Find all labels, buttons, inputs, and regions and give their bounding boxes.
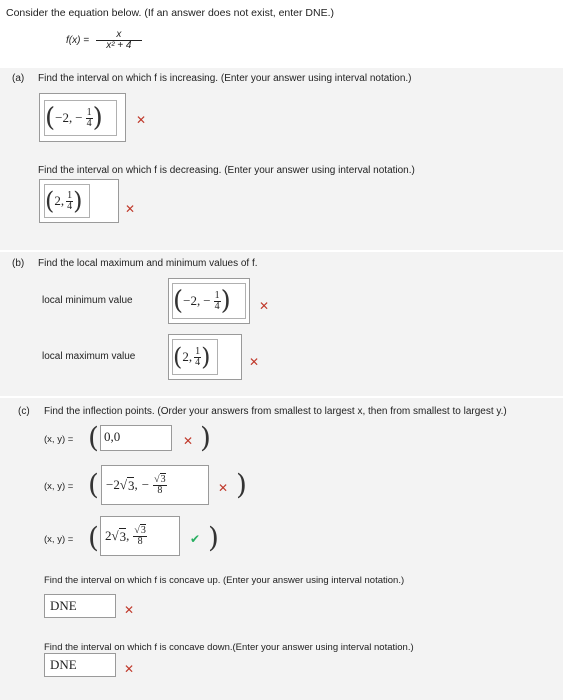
close-paren-1: ) bbox=[200, 421, 211, 454]
wrong-icon: ✕ bbox=[124, 662, 135, 676]
xy-label-1: (x, y) = bbox=[44, 434, 74, 445]
section-b bbox=[0, 252, 563, 396]
question-inflection: Find the inflection points. (Order your answers from smallest to largest x, then from smallest to largest y.) bbox=[44, 406, 507, 417]
answer-decreasing-value: ( 2, $\frac{1}{4}$ ) bbox=[45, 187, 83, 215]
open-paren-2: ( bbox=[88, 468, 99, 501]
local-max-label: local maximum value bbox=[42, 351, 136, 362]
function-denominator: x² + 4 bbox=[106, 40, 132, 51]
wrong-icon: ✕ bbox=[259, 299, 270, 313]
close-paren-2: ) bbox=[236, 468, 247, 501]
function-numerator: x bbox=[96, 30, 142, 41]
part-b-label: (b) bbox=[12, 258, 25, 269]
local-min-label: local minimum value bbox=[42, 295, 133, 306]
question-concave-up: Find the interval on which f is concave up. (Enter your answer using interval notation.) bbox=[44, 575, 405, 586]
xy-label-3: (x, y) = bbox=[44, 534, 74, 545]
answer-increasing-value: ( −2, − $\frac{1}{4}$ ) bbox=[45, 103, 103, 133]
concave-up-value: DNE bbox=[50, 598, 77, 613]
question-decreasing: Find the interval on which f is decreasing. (Enter your answer using interval notation.) bbox=[38, 165, 415, 176]
wrong-icon: ✕ bbox=[218, 481, 229, 495]
wrong-icon: ✕ bbox=[124, 603, 135, 617]
inflection-point-2-value: −2 √ 3 , − $\frac{√3}{8}$ bbox=[106, 473, 166, 496]
close-paren-3: ) bbox=[208, 521, 219, 554]
part-a-label: (a) bbox=[12, 73, 25, 84]
checkmark-icon: ✔ bbox=[190, 532, 201, 546]
question-increasing: Find the interval on which f is increasing. (Enter your answer using interval notation.) bbox=[38, 73, 412, 84]
local-min-value: ( −2, − $\frac{1}{4}$ ) bbox=[173, 286, 231, 316]
wrong-icon: ✕ bbox=[249, 355, 260, 369]
function-definition bbox=[66, 30, 142, 51]
part-c-label: (c) bbox=[18, 406, 30, 417]
inflection-point-3-value: 2 √ 3 , $\frac{√3}{8}$ bbox=[105, 524, 146, 547]
concave-down-value: DNE bbox=[50, 657, 77, 672]
wrong-icon: ✕ bbox=[136, 113, 147, 127]
prompt-text: Consider the equation below. (If an answer does not exist, enter DNE.) bbox=[6, 7, 335, 19]
inflection-point-1-value: 0,0 bbox=[104, 429, 121, 444]
wrong-icon: ✕ bbox=[125, 202, 136, 216]
local-max-value: ( 2, $\frac{1}{4}$ ) bbox=[173, 343, 211, 371]
open-paren-3: ( bbox=[88, 521, 99, 554]
question-concave-down: Find the interval on which f is concave down.(Enter your answer using interval notation.) bbox=[44, 642, 414, 653]
wrong-icon: ✕ bbox=[183, 434, 194, 448]
xy-label-2: (x, y) = bbox=[44, 481, 74, 492]
function-lhs: f(x) = bbox=[66, 35, 90, 46]
question-local-extrema: Find the local maximum and minimum values of f. bbox=[38, 258, 258, 269]
open-paren-1: ( bbox=[88, 421, 99, 454]
function-fraction bbox=[96, 30, 142, 51]
